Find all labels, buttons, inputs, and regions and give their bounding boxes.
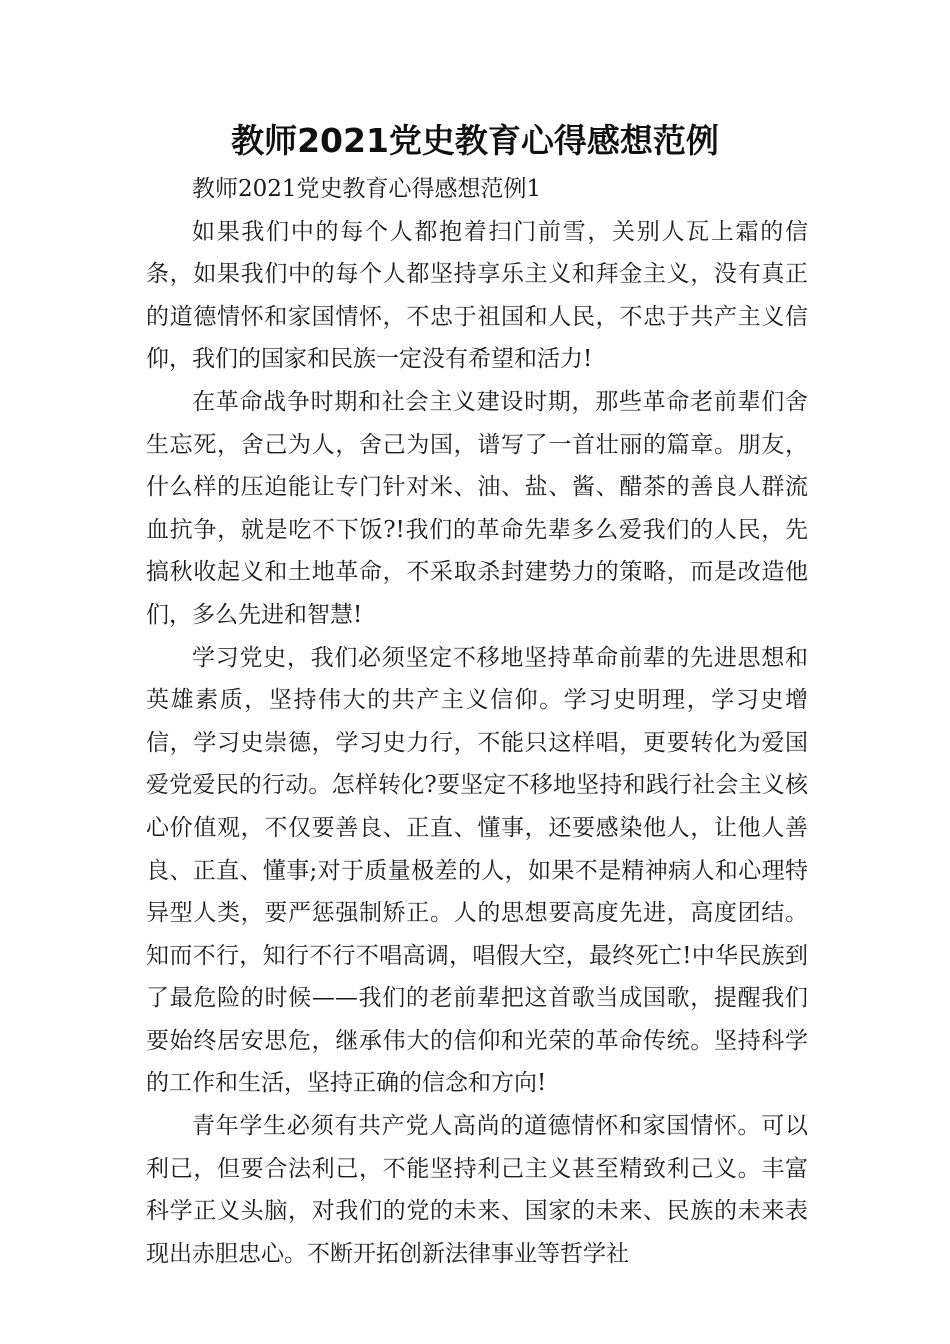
body-paragraph: 青年学生必须有共产党人高尚的道德情怀和家国情怀。可以利己，但要合法利己，不能坚持利己主义甚至精致利己义。丰富科学正义头脑，对我们的党的未来、国家的未来、民族的未来表现出赤胆忠心。不断开拓创新法律事业等哲学社 [146, 1113, 808, 1267]
body-paragraph: 在革命战争时期和社会主义建设时期，那些革命老前辈们舍生忘死，舍己为人，舍己为国，谱写了一首壮丽的篇章。朋友，什么样的压迫能让专门针对米、油、盐、酱、醋茶的善良人群流血抗争，就是吃不下饭?!我们的革命先辈多么爱我们的人民，先搞秋收起义和土地革命，不采取杀封建势力的策略，而是改造他们，多么先进和智慧! [146, 388, 808, 628]
body-paragraph: 如果我们中的每个人都抱着扫门前雪，关别人瓦上霜的信条，如果我们中的每个人都坚持享乐主义和拜金主义，没有真正的道德情怀和家国情怀，不忠于祖国和人民，不忠于共产主义信仰，我们的国家和民族一定没有希望和活力! [146, 218, 808, 373]
document-title: 教师2021党史教育心得感想范例 [231, 121, 719, 160]
body-paragraph: 学习党史，我们必须坚定不移地坚持革命前辈的先进思想和英雄素质，坚持伟大的共产主义信仰。学习史明理，学习史增信，学习史崇德，学习史力行，不能只这样唱，更要转化为爱国爱党爱民的行动。怎样转化?要坚定不移地坚持和践行社会主义核心价值观，不仅要善良、正直、懂事，还要感染他人，让他人善良、正直、懂事;对于质量极差的人，如果不是精神病人和心理特异型人类，要严惩强制矫正。人的思想要高度先进，高度团结。知而不行，知行不行不唱高调，唱假大空，最终死亡!中华民族到了最危险的时候——我们的老前辈把这首歌当成国歌，提醒我们要始终居安思危，继承伟大的信仰和光荣的革命传统。坚持科学的工作和生活，坚持正确的信念和方向! [146, 644, 808, 1097]
document-body [146, 168, 808, 1275]
subtitle-paragraph: 教师2021党史教育心得感想范例1 [192, 176, 542, 202]
